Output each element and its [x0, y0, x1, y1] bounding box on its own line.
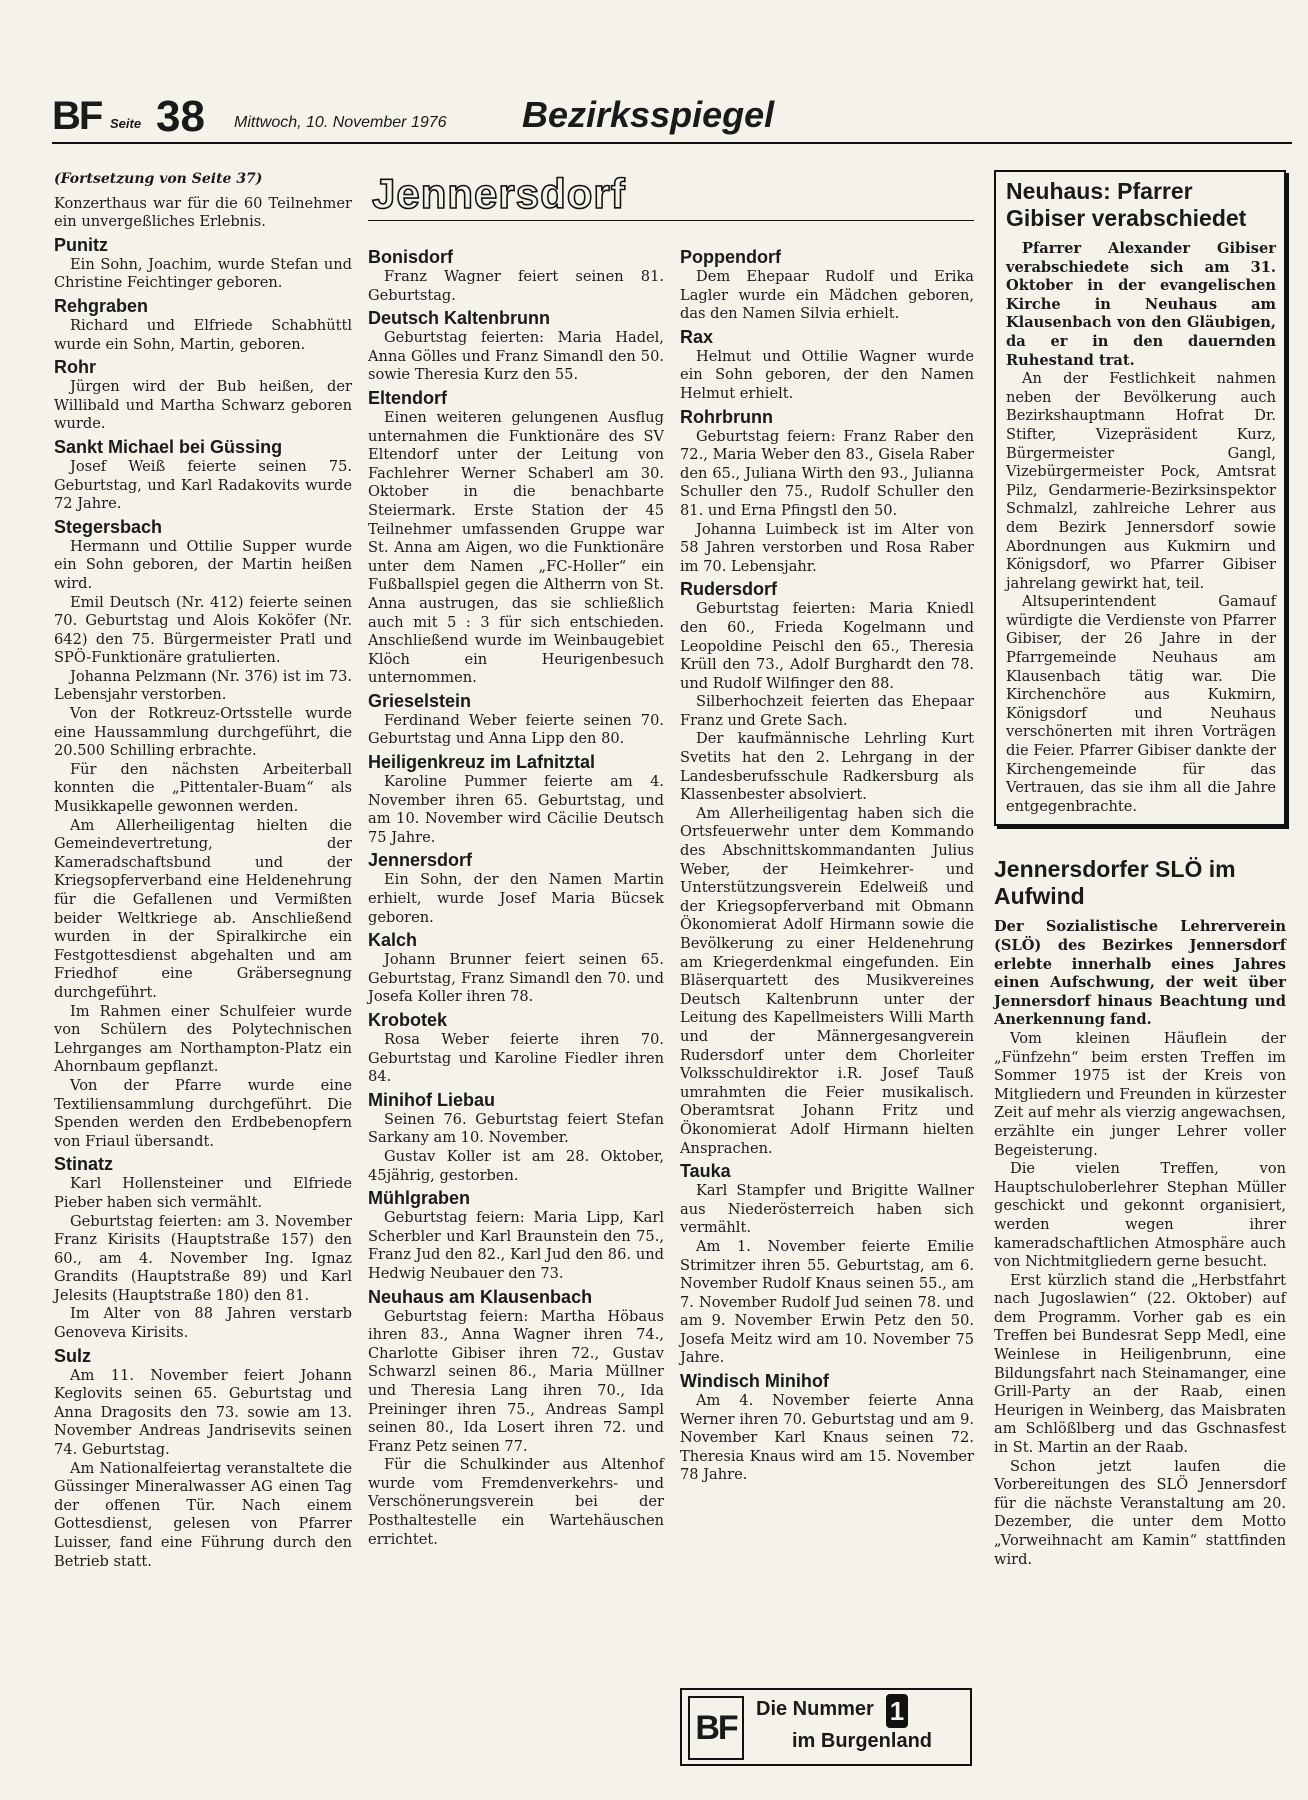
ad-line-1: Die Nummer — [756, 1698, 874, 1720]
paragraph: Karl Hollensteiner und Elfriede Pieber haben sich vermählt. — [54, 1175, 352, 1211]
paragraph: Einen weiteren gelungenen Ausflug unternahmen die Funktionäre des SV Eltendorf unter der Leitung von Fachlehrer Werner Schaberl am 30. Oktober in die benachbarte Steiermark. Erste Station der 45 Teilnehmer umfassenden Gruppe war St. Anna am Aigen, wo die Funktionäre unter dem Namen „FC-Holler“ ein Fußballspiel gegen die Altherrn von St. Anna austrugen, das sie schließlich auch mit 5 : 3 für sich entschieden. Anschließend wurde im Weinbaugebiet Klöch ein Heurigenbesuch unternommen. — [368, 408, 664, 687]
paragraph: Hermann und Ottilie Supper wurde ein Sohn geboren, der Martin heißen wird. — [54, 537, 352, 592]
place-heading: Rehgraben — [54, 295, 149, 316]
paragraph: Helmut und Ottilie Wagner wurde ein Sohn geboren, der den Namen Helmut erhielt. — [680, 347, 974, 402]
place-heading: Bonisdorf — [368, 247, 453, 267]
place-heading: Poppendorf — [680, 247, 781, 267]
place-heading: Jennersdorf — [368, 850, 473, 871]
paragraph: Konzerthaus war für die 60 Teilnehmer ein unvergeßliches Erlebnis. — [54, 194, 352, 231]
paragraph: Seinen 76. Geburtstag feiert Stefan Sarkany am 10. November. — [368, 1110, 664, 1147]
paragraph: Ferdinand Weber feierte seinen 70. Geburtstag und Anna Lipp den 80. — [368, 711, 664, 748]
paragraph: Josef Weiß feierte seinen 75. Geburtstag, und Karl Radakovits wurde 72 Jahre. — [54, 457, 352, 513]
paragraph: Am 11. November feiert Johann Keglovits seinen 65. Geburtstag und Anna Dragosits den 73. sowie am 13. November Andreas Jandrisevits seinen 74. Geburtstag. — [54, 1366, 352, 1459]
paragraph: Franz Wagner feiert seinen 81. Geburtstag. — [368, 268, 664, 304]
paragraph: Am Nationalfeiertag veranstaltete die Güssinger Mineralwasser AG einen Tag der offenen Tür. Nach einem Gottesdienst, gelesen von Pfarrer Luisser, fand eine Führung durch den Betrieb statt. — [54, 1459, 352, 1570]
column-1 — [54, 170, 352, 1571]
paragraph: Gustav Koller ist am 28. Oktober, 45jährig, gestorben. — [368, 1147, 664, 1184]
article-headline: Jennersdorfer SLÖ im Aufwind — [994, 856, 1236, 910]
section-title: Bezirksspiegel — [522, 94, 775, 135]
paragraph: Vom kleinen Häuflein der „Fünfzehn“ beim ersten Treffen im Sommer 1975 ist der Kreis von Mitgliedern und Freunden in kürzester Zeit auf mehr als vierzig angewachsen, erzählte ein junger Lehrer voller Begeisterung. — [994, 1029, 1286, 1159]
paragraph: Johann Brunner feiert seinen 65. Geburtstag, Franz Simandl den 70. und Josefa Koller ihren 78. — [368, 951, 664, 1006]
paragraph: Für die Schulkinder aus Altenhof wurde vom Fremdenverkehrs- und Verschönerungsverein bei der Posthaltestelle ein Wartehäuschen errichtet. — [368, 1456, 664, 1548]
paragraph: Silberhochzeit feierten das Ehepaar Franz und Grete Sach. — [680, 693, 974, 729]
paragraph: Geburtstag feierten: am 3. November Franz Kirisits (Hauptstraße 157) den 60., am 4. November Ing. Ignaz Grandits (Hauptstraße 89) und Karl Jelesits (Hauptstraße 180) den 81. — [54, 1212, 352, 1304]
paragraph: Richard und Elfriede Schabhüttl wurde ein Sohn, Martin, geboren. — [54, 316, 352, 353]
paragraph: Geburtstag feiern: Martha Höbaus ihren 83., Anna Wagner ihren 74., Charlotte Gibiser ihren 72., Gustav Schwarzl seinen 86., Maria Müllner und Theresia Lang ihren 70., Ida Preininger ihren 75., Andreas Sampl seinen 80., Ida Losert ihren 72. und Franz Petz seinen 77. — [368, 1307, 664, 1455]
article-headline: Neuhaus: Pfarrer Gibiser verabschiedet — [1006, 178, 1247, 231]
ad-logo: BF — [688, 1696, 744, 1760]
seite-label: Seite — [110, 116, 142, 131]
paragraph: Von der Pfarre wurde eine Textiliensammlung durchgeführt. Die Spenden werden den Erdbebenopfern von Friaul übersandt. — [54, 1076, 352, 1150]
paragraph: Johanna Luimbeck ist im Alter von 58 Jahren verstorben und Rosa Raber im 70. Lebensjahr. — [680, 520, 974, 575]
bf-advertisement — [680, 1688, 972, 1766]
page-header — [52, 90, 1292, 144]
place-heading: Rohrbrunn — [680, 406, 773, 427]
place-heading: Rohr — [54, 357, 96, 378]
place-heading: Stinatz — [54, 1154, 114, 1175]
paragraph: Dem Ehepaar Rudolf und Erika Lagler wurde ein Mädchen geboren, das den Namen Silvia erhielt. — [680, 268, 974, 323]
column-4 — [994, 170, 1286, 1569]
paragraph: Von der Rotkreuz-Ortsstelle wurde eine Haussammlung durchgeführt, die 20.500 Schilling erbrachte. — [54, 705, 352, 760]
paragraph: Schon jetzt laufen die Vorbereitungen des SLÖ Jennersdorf für die nächste Veranstaltung am 20. Dezember, die unter dem Motto „Vorweihnacht am Kamin“ stattfinden wird. — [994, 1457, 1286, 1568]
place-heading: Sankt Michael bei Güssing — [54, 436, 283, 457]
place-heading: Tauka — [680, 1161, 731, 1182]
paragraph: Am 4. November feierte Anna Werner ihren 70. Geburtstag und am 9. November Karl Knaus seinen 72. Theresia Knaus wird am 15. November 78 Jahre. — [680, 1392, 974, 1484]
paragraph: Geburtstag feierten: Maria Kniedl den 60., Frieda Kogelmann und Leopoldine Peischl den 65., Theresia Krüll den 73., Adolf Burghardt den 78. und Rudolf Wilfinger den 88. — [680, 600, 974, 692]
banner-rule — [368, 220, 974, 221]
paragraph: Altsuperintendent Gamauf würdigte die Verdienste von Pfarrer Gibiser, der 26 Jahre in der Pfarrgemeinde Neuhaus am Klausenbach tätig war. Die Kirchenchöre aus Kukmirn, Königsdorf und Neuhaus verschönerten mit ihren Vorträgen die Feier. Pfarrer Gibiser dankte der Kirchengemeinde für das Vertrauen, das sie ihm all die Jahre entgegenbrachte. — [1006, 593, 1276, 815]
paragraph: Ein Sohn, der den Namen Martin erhielt, wurde Josef Maria Bücsek geboren. — [368, 871, 664, 926]
paragraph: Geburtstag feierten: Maria Hadel, Anna Gölles und Franz Simandl den 50. sowie Theresia Kurz den 55. — [368, 329, 664, 384]
page-number: 38 — [156, 92, 205, 141]
paragraph: Im Alter von 88 Jahren verstarb Genoveva Kirisits. — [54, 1305, 352, 1342]
place-heading: Neuhaus am Klausenbach — [368, 1286, 593, 1307]
column-3 — [680, 244, 974, 1485]
ad-line-2: im Burgenland — [792, 1730, 933, 1752]
place-heading: Sulz — [54, 1345, 92, 1366]
place-heading: Windisch Minihof — [680, 1371, 829, 1392]
paragraph: Ein Sohn, Joachim, wurde Stefan und Christine Feichtinger geboren. — [54, 255, 352, 292]
place-heading: Stegersbach — [54, 516, 163, 537]
place-heading: Mühlgraben — [368, 1188, 470, 1209]
paragraph: Emil Deutsch (Nr. 412) feierte seinen 70. Geburtstag und Alois Koköfer (Nr. 642) den 75. Bürgermeister Pratl und SPÖ-Funktionäre gratulierten. — [54, 593, 352, 667]
paragraph: Karoline Pummer feierte am 4. November ihren 65. Geburtstag, und am 10. November wird Cäcilie Deutsch 75 Jahre. — [368, 773, 664, 846]
place-heading: Krobotek — [368, 1010, 448, 1030]
place-heading: Heiligenkreuz im Lafnitztal — [368, 752, 596, 773]
paragraph: Für den nächsten Arbeiterball konnten die „Pittentaler-Buam“ als Musikkapelle gewonnen werden. — [54, 760, 352, 816]
place-heading: Punitz — [54, 234, 108, 255]
bf-logo: BF — [52, 94, 102, 138]
place-heading: Deutsch Kaltenbrunn — [368, 308, 551, 329]
paragraph: Karl Stampfer und Brigitte Wallner aus Niederösterreich haben sich vermählt. — [680, 1182, 974, 1237]
paragraph: Die vielen Treffen, von Hauptschuloberlehrer Stephan Müller geschickt und gekonnt organisiert, werden wegen ihrer kameradschaftlichen Atmosphäre auch von Nichtmitgliedern gerne besucht. — [994, 1160, 1286, 1271]
ad-number: 1 — [886, 1694, 908, 1728]
paragraph: Rosa Weber feierte ihren 70. Geburtstag und Karoline Fiedler ihren 84. — [368, 1031, 664, 1086]
column-2 — [368, 244, 664, 1549]
place-heading: Eltendorf — [368, 387, 447, 408]
paragraph: Jürgen wird der Bub heißen, der Willibald und Martha Schwarz geboren wurde. — [54, 378, 352, 433]
paragraph: Erst kürzlich stand die „Herbstfahrt nach Jugoslawien“ (22. Oktober) auf dem Programm. Vorher gab es ein Treffen bei Bundesrat Sepp Medl, eine Weinlese in Heiligenbrunn, eine Bildungsfahrt nach Steinamanger, eine Grill-Party an der Raab, einen Heurigen in Weinberg, das Maisbraten am Schlößlberg und das Gschnasfest in St. Martin an der Raab. — [994, 1271, 1286, 1457]
place-heading: Grieselstein — [368, 690, 472, 711]
paragraph: Geburtstag feiern: Franz Raber den 72., Maria Weber den 83., Gisela Raber den 65., Juliana Wirth den 93., Julianna Schuller den 75., Rudolf Schuller den 81. und Erna Pfingstl den 50. — [680, 427, 974, 519]
place-heading: Minihof Liebau — [368, 1089, 495, 1110]
article-lead: Der Sozialistische Lehrerverein (SLÖ) des Bezirkes Jennersdorf erlebte innerhalb eines Jahres einen Aufschwung, der weit über Jennersdorf hinaus Beachtung und Anerkennung fand. — [994, 918, 1286, 1029]
continuation-note: (Fortsetzung von Seite 37) — [54, 171, 263, 187]
paragraph: Geburtstag feiern: Maria Lipp, Karl Scherbler und Karl Braunstein den 75., Franz Jud den 82., Karl Jud den 86. und Hedwig Neubauer den 73. — [368, 1209, 664, 1282]
paragraph: Der kaufmännische Lehrling Kurt Svetits hat den 2. Lehrgang in der Landesberufsschule Radkersburg als Klassenbester absolviert. — [680, 730, 974, 804]
paragraph: Am Allerheiligentag hielten die Gemeindevertretung, der Kameradschaftsbund und der Kriegsopferverband eine Heldenehrung für die Gefallenen und Vermißten beider Weltkriege ab. Anschließend wurden in der Spiralkirche ein Festgottesdienst abgehalten und am Friedhof eine Gräbersegnung durchgeführt. — [54, 816, 352, 1001]
gibiser-article-box — [994, 170, 1286, 826]
paragraph: Johanna Pelzmann (Nr. 376) ist im 73. Lebensjahr verstorben. — [54, 667, 352, 704]
paragraph: Im Rahmen einer Schulfeier wurde von Schülern des Polytechnischen Lehrganges am Northampton-Platz ein Ahornbaum gepflanzt. — [54, 1002, 352, 1076]
place-heading: Rax — [680, 326, 714, 347]
place-heading: Kalch — [368, 930, 418, 951]
paragraph: An der Festlichkeit nahmen neben der Bevölkerung auch Bezirkshauptmann Hofrat Dr. Stifter, Vizepräsident Kurz, Bürgermeister Gangl, Vizebürgermeister Pock, Amtsrat Pilz, Gendarmerie-Bezirksinspektor Schmalzl, zahlreiche Lehrer aus dem Bezirk Jennersdorf sowie Abordnungen aus Kukmirn und Königsdorf, wo Pfarrer Gibiser jahrelang gewirkt hat, teil. — [1006, 370, 1276, 592]
article-lead: Pfarrer Alexander Gibiser verabschiedete sich am 31. Oktober in der evangelischen Kirche in Neuhaus am Klausenbach von den Gläubigen, da er in den dauernden Ruhestand trat. — [1006, 240, 1276, 369]
paragraph: Am 1. November feierte Emilie Strimitzer ihren 55. Geburtstag, am 6. November Rudolf Knaus seinen 55., am 7. November Rudolf Jud seinen 78. und am 9. November Erwin Petz den 50. Josefa Meitz wird am 10. November 75 Jahre. — [680, 1237, 974, 1367]
issue-date: Mittwoch, 10. November 1976 — [234, 114, 447, 131]
jennersdorf-banner: Jennersdorf — [372, 170, 626, 217]
paragraph: Am Allerheiligentag haben sich die Ortsfeuerwehr unter dem Kommando des Abschnittskommandanten Julius Weber, der Heimkehrer- und Unterstützungsverein Edelweiß und der Kriegsopferverband mit Obmann Ökonomierat Adolf Hirmann sowie die Bevölkerung zu einer Heldenehrung am Kriegerdenkmal eingefunden. Ein Bläserquartett des Musikvereines Deutsch Kaltenbrunn unter der Leitung des Kapellmeisters Willi Marth und der Männergesangverein Rudersdorf unter dem Chorleiter Volksschuldirektor i.R. Josef Tauß umrahmten die Feier musikalisch. Oberamtsrat Johann Fritz und Ökonomierat Adolf Hirmann hielten Ansprachen. — [680, 804, 974, 1157]
place-heading: Rudersdorf — [680, 579, 778, 600]
